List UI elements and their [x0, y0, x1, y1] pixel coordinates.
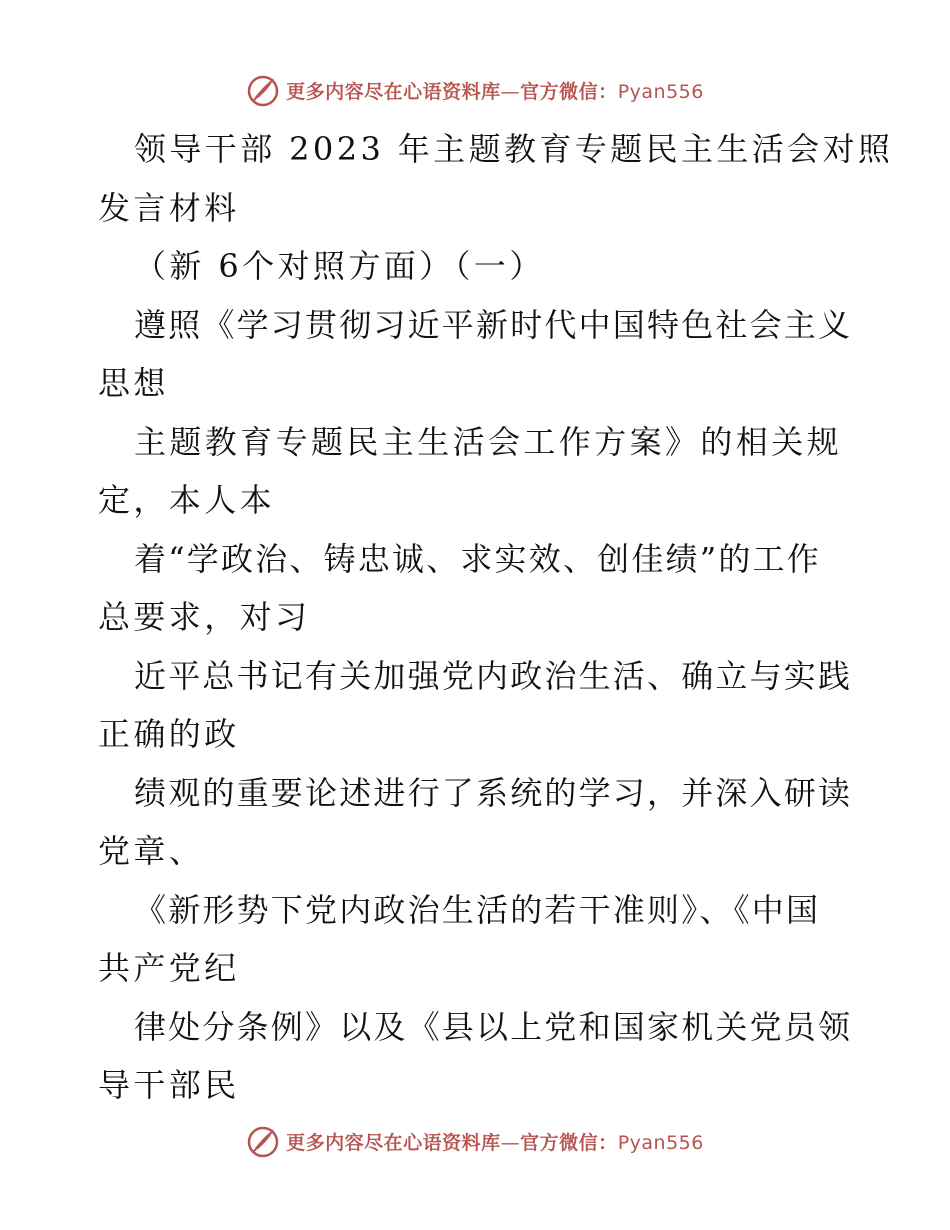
text-line: 律处分条例》以及《县以上党和国家机关党员领: [134, 1007, 853, 1046]
text-line: 思想: [98, 364, 169, 402]
watermark-text: 更多内容尽在心语资料库—官方微信：Pyan556: [286, 1131, 704, 1154]
text-line: 着“学政治、铸忠诚、求实效、创佳绩”的工作: [134, 539, 821, 578]
text-line: 近平总书记有关加强党内政治生活、确立与实践: [134, 656, 853, 695]
text-line: 共产党纪: [98, 949, 240, 987]
text-line: 党章、: [98, 832, 205, 870]
watermark-text: 更多内容尽在心语资料库—官方微信：Pyan556: [286, 80, 704, 103]
text-line: 《新形势下党内政治生活的若干准则》、《中国: [134, 890, 821, 929]
text-line: 总要求，对习: [98, 598, 311, 636]
quill-seal-logo-icon: [246, 73, 280, 107]
text-line: 正确的政: [98, 715, 240, 753]
text-line: 定，本人本: [98, 481, 276, 519]
text-line: 遵照《学习贯彻习近平新时代中国特色社会主义: [134, 305, 853, 344]
text-line: 发言材料: [98, 188, 240, 227]
text-line: 绩观的重要论述进行了系统的学习，并深入研读: [134, 773, 853, 812]
header-watermark: [0, 70, 950, 110]
text-line: 导干部民: [98, 1066, 240, 1104]
quill-seal-logo-icon: [246, 1124, 280, 1158]
text-line: （新 6个对照方面）（一）: [134, 247, 545, 285]
text-line: 领导干部 2023 年主题教育专题民主生活会对照: [134, 130, 894, 168]
document-body: [98, 120, 894, 1115]
footer-watermark: [0, 1121, 950, 1161]
text-line: 主题教育专题民主生活会工作方案》的相关规: [134, 422, 843, 461]
